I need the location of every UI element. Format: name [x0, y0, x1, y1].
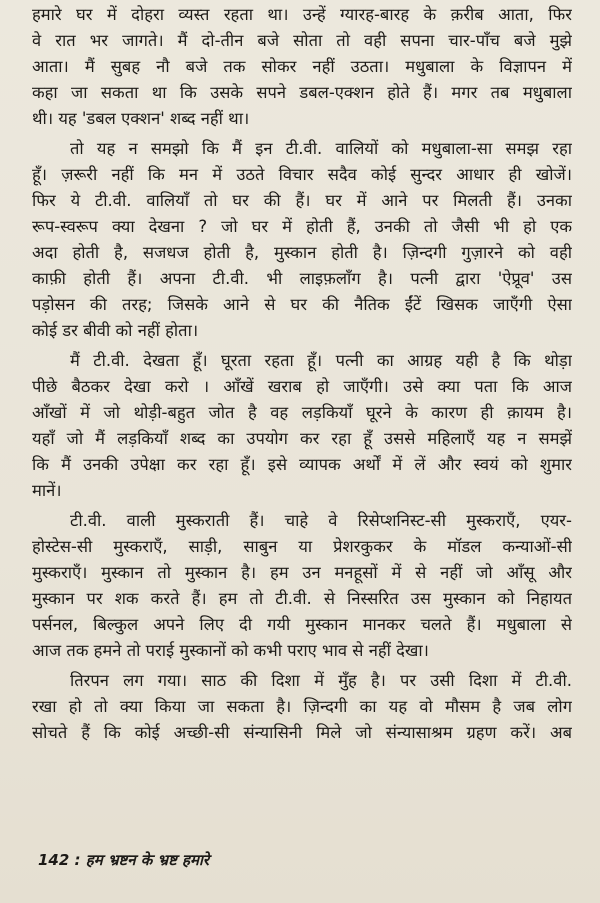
paragraph: [32, 2, 572, 132]
paragraph: [32, 348, 572, 504]
text-line: रखा हो तो क्या किया जा सकता है। ज़िन्दगी का यह वो मौसम है जब लोग: [32, 697, 572, 716]
page-footer: [38, 850, 209, 870]
text-line: कोई डर बीवी को नहीं होता।: [32, 321, 199, 340]
text-line: कहा जा सकता था कि उसके सपने डबल-एक्शन होते हैं। मगर तब मधुबाला: [32, 83, 572, 102]
text-line: मैं टी.वी. देखता हूँ। घूरता रहता हूँ। पत्नी का आग्रह यही है कि थोड़ा: [70, 351, 572, 370]
text-line: वे रात भर जागते। मैं दो-तीन बजे सोता तो वही सपना चार-पाँच बजे मुझे: [32, 31, 572, 50]
footer-separator: :: [74, 851, 81, 869]
text-line: पर्सनल, बिल्कुल अपने लिए दी गयी मुस्कान मानकर चलते हैं। मधुबाला से: [32, 615, 572, 634]
text-line: टी.वी. वाली मुस्कराती हैं। चाहे वे रिसेप्शनिस्ट-सी मुस्कराएँ, एयर-: [70, 511, 572, 530]
text-line: आता। मैं सुबह नौ बजे तक सोकर नहीं उठता। मधुबाला के विज्ञापन में: [32, 57, 572, 76]
text-line: आँखों में जो थोड़ी-बहुत जोत है वह लड़कियाँ घूरने के कारण ही क़ायम है।: [32, 403, 572, 422]
text-line: मुस्कराएँ। मुस्कान तो मुस्कान है। हम उन मनहूसों में से नहीं जो आँसू और: [32, 563, 572, 582]
text-line: आज तक हमने तो पराई मुस्कानों को कभी पराए भाव से नहीं देखा।: [32, 641, 429, 660]
text-line: अदा होती है, सजधज होती है, मुस्कान होती है। ज़िन्दगी गुज़ारने को वही: [32, 243, 572, 262]
paragraph: [32, 136, 572, 344]
text-line: पड़ोसन की तरह; जिसके आने से घर की नैतिक ईंटें खिसक जाएँगी ऐसा: [32, 295, 572, 314]
text-line: हमारे घर में दोहरा व्यस्त रहता था। उन्हें ग्यारह-बारह के क़रीब आता, फिर: [32, 5, 572, 24]
text-line: यहाँ जो मैं लड़कियाँ शब्द का उपयोग कर रहा हूँ उससे महिलाएँ यह न समझें: [32, 429, 572, 448]
text-line: हूँ। ज़रूरी नहीं कि मन में उठते विचार सदैव कोई सुन्दर आधार ही खोजें।: [32, 165, 572, 184]
text-line: काफ़ी होती हैं। अपना टी.वी. भी लाइफ़लाँग है। पत्नी द्वारा 'ऐप्रूव' उस: [32, 269, 572, 288]
text-line: कि मैं उनकी उपेक्षा कर रहा हूँ। इसे व्यापक अर्थों में लें और स्वयं को शुमार: [32, 455, 572, 474]
text-line: थी। यह 'डबल एक्शन' शब्द नहीं था।: [32, 109, 250, 128]
paragraph: [32, 508, 572, 664]
book-title: हम भ्रष्टन के भ्रष्ट हमारे: [85, 851, 210, 869]
text-body: [32, 2, 572, 750]
text-line: सोचते हैं कि कोई अच्छी-सी संन्यासिनी मिले जो संन्यासाश्रम ग्रहण करें। अब: [32, 723, 572, 742]
text-line: फिर ये टी.वी. वालियाँ तो घर की हैं। घर में आने पर मिलती हैं। उनका: [32, 191, 572, 210]
paragraph: [32, 668, 572, 746]
text-line: पीछे बैठकर देखा करो । आँखें खराब हो जाएँगी। उसे क्या पता कि आज: [32, 377, 572, 396]
text-line: होस्टेस-सी मुस्कराएँ, साड़ी, साबुन या प्रेशरकुकर के मॉडल कन्याओं-सी: [32, 537, 572, 556]
page-number: 142: [38, 851, 70, 869]
text-line: तो यह न समझो कि मैं इन टी.वी. वालियों को मधुबाला-सा समझ रहा: [70, 139, 572, 158]
text-line: मानें।: [32, 481, 62, 500]
text-line: मुस्कान पर शक करते हैं। हम तो टी.वी. से निस्सरित उस मुस्कान को निहायत: [32, 589, 572, 608]
text-line: रूप-स्वरूप क्या देखना ? जो घर में होती हैं, उनकी तो जैसी भी हो एक: [32, 217, 572, 236]
text-line: तिरपन लग गया। साठ की दिशा में मुँह है। पर उसी दिशा में टी.वी.: [70, 671, 572, 690]
